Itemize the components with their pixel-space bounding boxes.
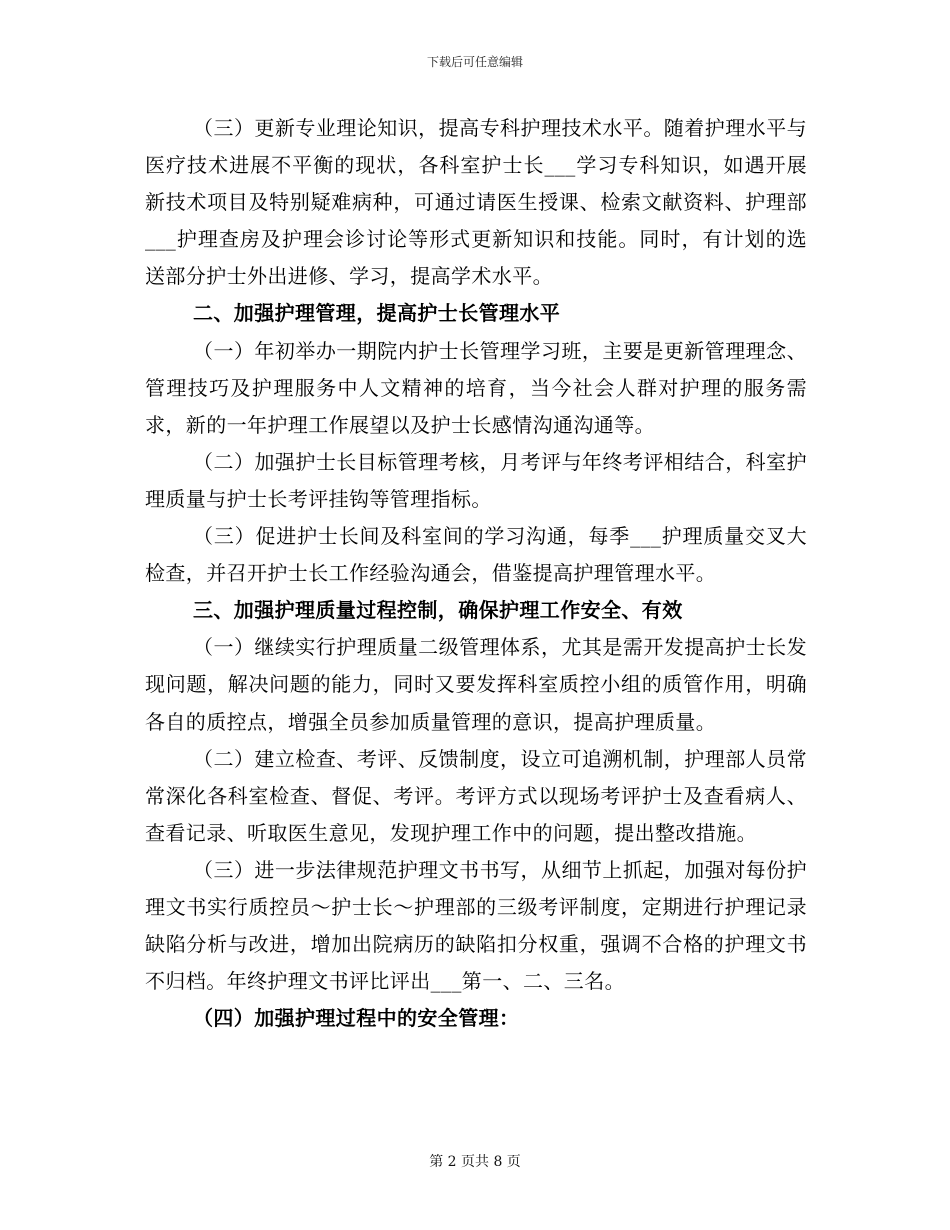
paragraph-continuing-education: （三）更新专业理论知识，提高专科护理技术水平。随着护理水平与医疗技术进展不平衡的现状，各科室护士长___学习专科知识，如遇开展新技术项目及特别疑难病种，可通过请医生授课、检索文献资料、护理部___护理查房及护理会诊讨论等形式更新知识和技能。同时，有计划的选送部分护士外出进修、学习，提高学术水平。 [145,116,807,289]
paragraph-quality-system: （一）继续实行护理质量二级管理体系，尤其是需开发提高护士长发现问题，解决问题的能力，同时又要发挥科室质控小组的质管作用，明确各自的质控点，增强全员参加质量管理的意识，提高护理质量。 [145,635,807,734]
paragraph-training-class: （一）年初举办一期院内护士长管理学习班，主要是更新管理理念、管理技巧及护理服务中人文精神的培育，当今社会人群对护理的服务需求，新的一年护理工作展望以及护士长感情沟通沟通等。 [145,338,807,437]
subsection-heading-safety: （四）加强护理过程中的安全管理： [193,1006,520,1031]
paragraph-feedback-system: （二）建立检查、考评、反馈制度，设立可追溯机制，护理部人员常常深化各科室检查、督促、考评。考评方式以现场考评护士及查看病人、查看记录、听取医生意见，发现护理工作中的问题，提出整改措施。 [145,746,807,845]
section-heading-2: 二、加强护理管理，提高护士长管理水平 [193,301,561,326]
section-heading-3: 三、加强护理质量过程控制，确保护理工作安全、有效 [193,598,683,623]
page-footer: 第 2 页共 8 页 [429,1154,521,1170]
paragraph-target-assessment: （二）加强护士长目标管理考核，月考评与年终考评相结合，科室护理质量与护士长考评挂钩等管理指标。 [145,449,807,511]
paragraph-document-writing: （三）进一步法律规范护理文书书写，从细节上抓起，加强对每份护理文书实行质控员～护士长～护理部的三级考评制度，定期进行护理记录缺陷分析与改进，增加出院病历的缺陷扣分权重，强调不合格的护理文书不归档。年终护理文书评比评出___第一、二、三名。 [145,857,807,994]
paragraph-cross-inspection: （三）促进护士长间及科室间的学习沟通，每季___护理质量交叉大检查，并召开护士长工作经验沟通会，借鉴提高护理管理水平。 [145,524,807,586]
document-body [145,110,807,1037]
page-header: 下载后可任意编辑 [426,55,523,69]
